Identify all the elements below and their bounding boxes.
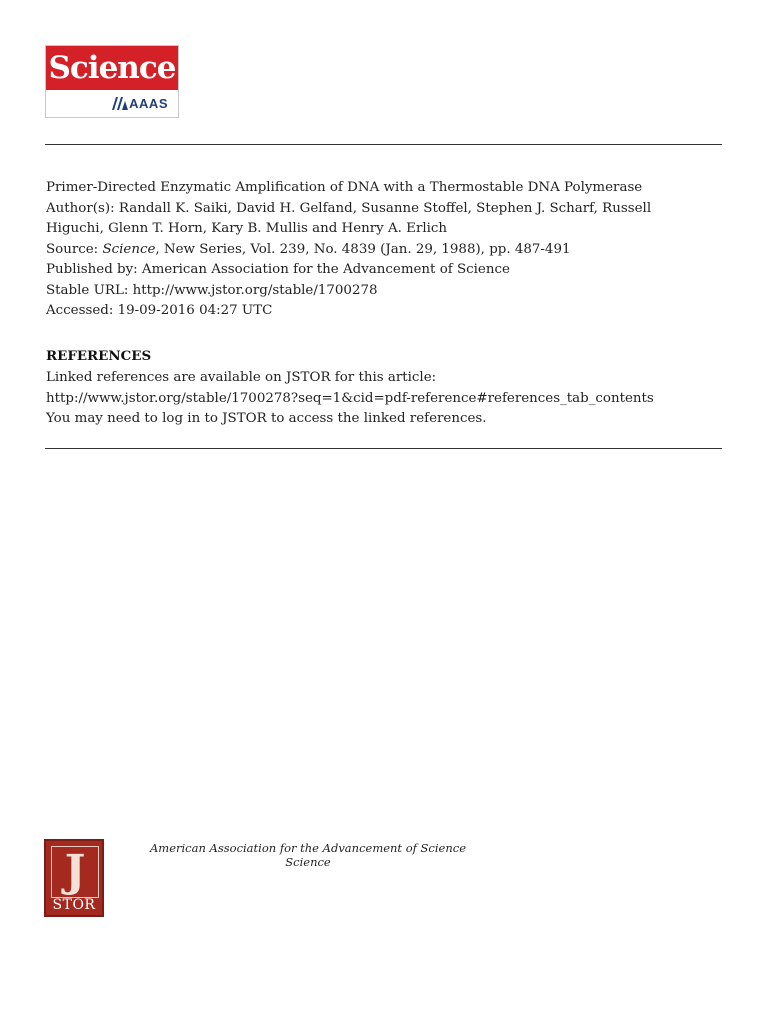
source-prefix: Source: — [46, 241, 103, 257]
jstor-logo — [44, 839, 104, 917]
jstor-logo-frame — [51, 846, 99, 898]
aaas-icon — [112, 97, 128, 110]
references-note: You may need to log in to JSTOR to access the linked references. — [46, 411, 487, 426]
science-logo-text: Science — [48, 49, 176, 86]
aaas-logo-text: AAAS — [129, 96, 168, 111]
stable-url[interactable]: Stable URL: http://www.jstor.org/stable/1700278 — [46, 282, 378, 298]
references-link[interactable]: http://www.jstor.org/stable/1700278?seq=1&cid=pdf-reference#references_tab_contents — [46, 390, 654, 406]
aaas-mark-group — [112, 96, 168, 111]
top-divider — [45, 144, 722, 145]
science-logo — [45, 45, 179, 118]
published-by: Published by: American Association for the Advancement of Science — [46, 262, 510, 277]
jstor-logo-letter: J — [64, 846, 86, 897]
science-logo-banner — [46, 46, 178, 90]
jstor-logo-text: STOR — [52, 897, 96, 913]
authors-line-1: Author(s): Randall K. Saiki, David H. Gelfand, Susanne Stoffel, Stephen J. Scharf, Russell — [46, 200, 652, 216]
bottom-divider — [45, 448, 722, 449]
authors-line-2: Higuchi, Glenn T. Horn, Kary B. Mullis and Henry A. Erlich — [46, 221, 448, 236]
references-section — [46, 368, 726, 430]
aaas-logo — [46, 90, 178, 117]
source-line — [46, 240, 726, 261]
source-details: , New Series, Vol. 239, No. 4839 (Jan. 29, 1988), pp. 487-491 — [155, 241, 571, 257]
accessed-date: Accessed: 19-09-2016 04:27 UTC — [46, 303, 273, 318]
references-intro: Linked references are available on JSTOR for this article: — [46, 370, 437, 385]
article-title: Primer-Directed Enzymatic Amplification of DNA with a Thermostable DNA Polymerase — [46, 180, 643, 195]
footer-journal: Science — [285, 855, 331, 869]
references-heading: REFERENCES — [46, 348, 152, 364]
source-journal: Science — [102, 241, 156, 257]
publisher-footer — [120, 841, 496, 869]
footer-publisher: American Association for the Advancement of Science — [149, 841, 467, 855]
article-metadata — [46, 178, 726, 322]
